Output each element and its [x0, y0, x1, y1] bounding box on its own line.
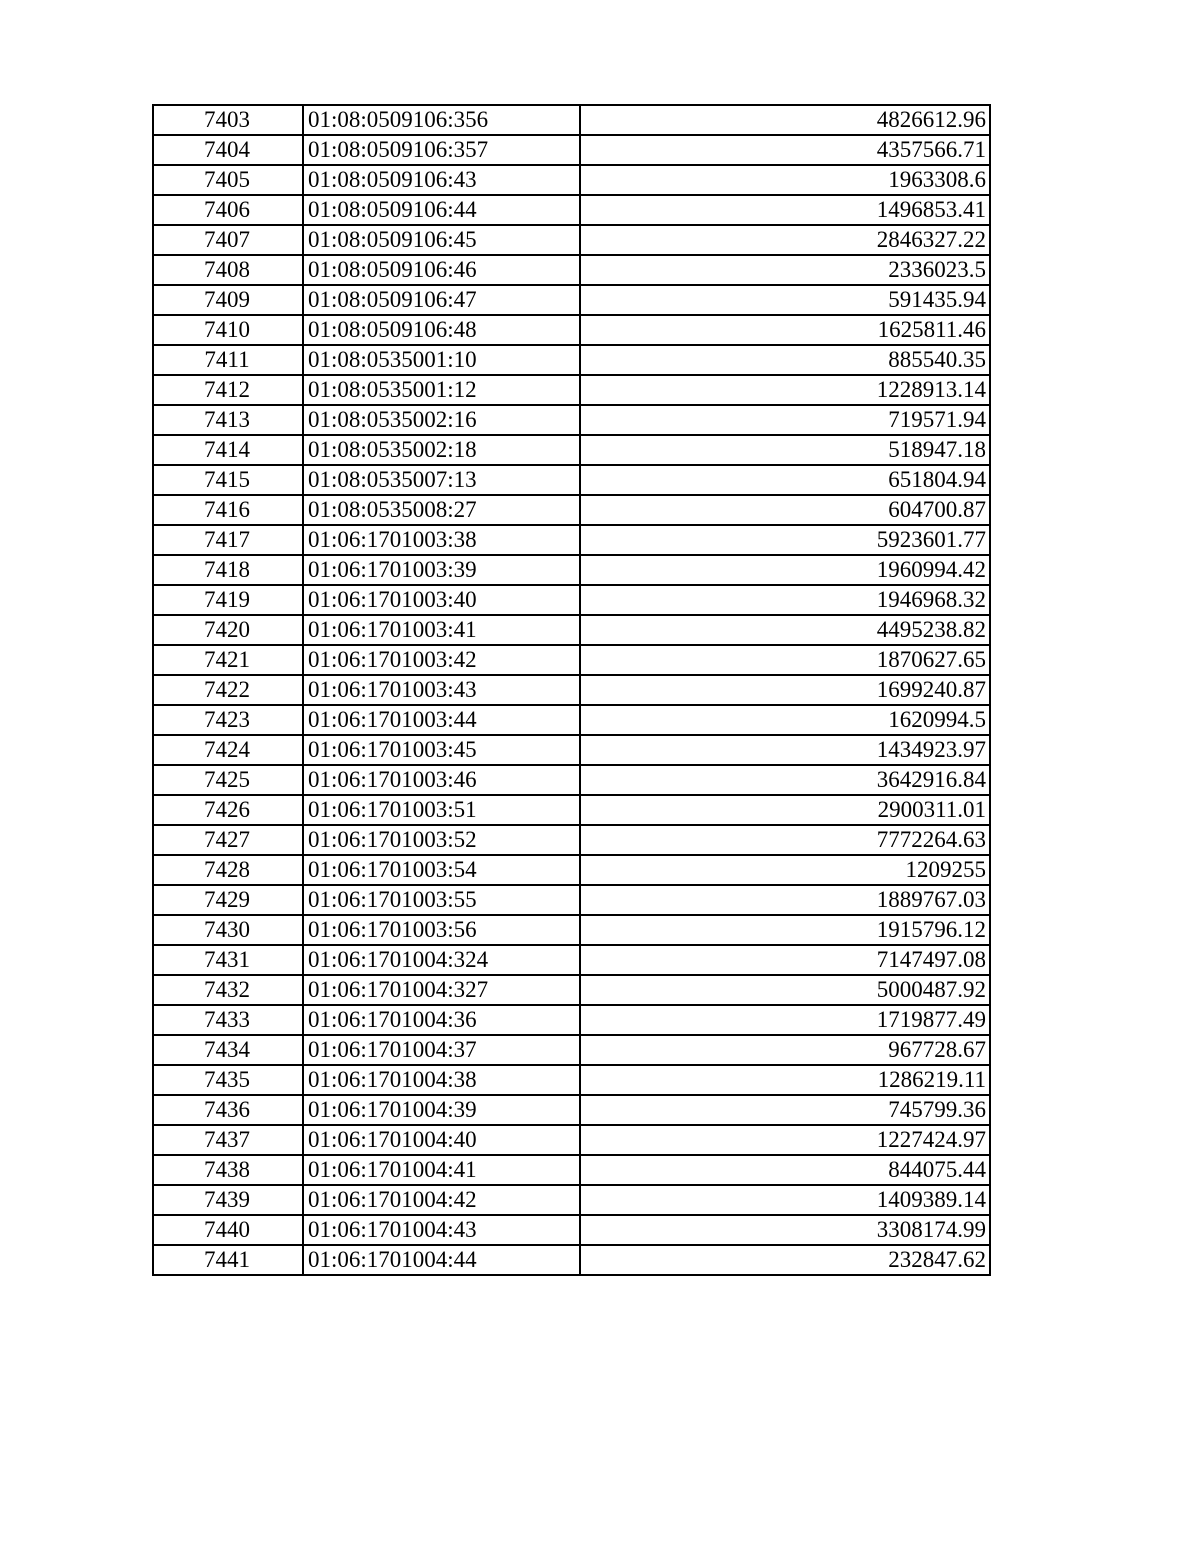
table-row [153, 915, 990, 945]
table-row [153, 1065, 990, 1095]
cadastral-code-cell: 01:06:1701004:36 [303, 1005, 580, 1035]
value-cell: 745799.36 [580, 1095, 990, 1125]
value-cell: 1960994.42 [580, 555, 990, 585]
row-index-cell: 7420 [153, 615, 303, 645]
table-row [153, 555, 990, 585]
cadastral-code-cell: 01:06:1701003:44 [303, 705, 580, 735]
table-row [153, 1155, 990, 1185]
row-index-cell: 7409 [153, 285, 303, 315]
cadastral-code-cell: 01:08:0509106:356 [303, 105, 580, 135]
cadastral-code-cell: 01:06:1701003:54 [303, 855, 580, 885]
table-row [153, 1035, 990, 1065]
value-cell: 2846327.22 [580, 225, 990, 255]
cadastral-code-cell: 01:06:1701003:40 [303, 585, 580, 615]
cadastral-code-cell: 01:08:0509106:45 [303, 225, 580, 255]
value-cell: 591435.94 [580, 285, 990, 315]
row-index-cell: 7437 [153, 1125, 303, 1155]
row-index-cell: 7441 [153, 1245, 303, 1275]
cadastral-code-cell: 01:08:0509106:48 [303, 315, 580, 345]
value-cell: 885540.35 [580, 345, 990, 375]
table-row [153, 525, 990, 555]
cadastral-code-cell: 01:06:1701003:56 [303, 915, 580, 945]
row-index-cell: 7419 [153, 585, 303, 615]
cadastral-code-cell: 01:06:1701003:43 [303, 675, 580, 705]
row-index-cell: 7440 [153, 1215, 303, 1245]
cadastral-code-cell: 01:08:0535008:27 [303, 495, 580, 525]
row-index-cell: 7427 [153, 825, 303, 855]
cadastral-code-cell: 01:06:1701003:41 [303, 615, 580, 645]
row-index-cell: 7432 [153, 975, 303, 1005]
row-index-cell: 7408 [153, 255, 303, 285]
table-row [153, 1185, 990, 1215]
value-cell: 1915796.12 [580, 915, 990, 945]
table-row [153, 675, 990, 705]
value-cell: 1409389.14 [580, 1185, 990, 1215]
cadastral-code-cell: 01:06:1701004:43 [303, 1215, 580, 1245]
cadastral-code-cell: 01:06:1701004:37 [303, 1035, 580, 1065]
cadastral-code-cell: 01:08:0509106:46 [303, 255, 580, 285]
table-row [153, 825, 990, 855]
cadastral-code-cell: 01:08:0509106:43 [303, 165, 580, 195]
row-index-cell: 7413 [153, 405, 303, 435]
cadastral-code-cell: 01:08:0509106:47 [303, 285, 580, 315]
table-row [153, 405, 990, 435]
table-row [153, 465, 990, 495]
value-cell: 1889767.03 [580, 885, 990, 915]
cadastral-code-cell: 01:06:1701004:42 [303, 1185, 580, 1215]
table-row [153, 315, 990, 345]
table-row [153, 105, 990, 135]
row-index-cell: 7428 [153, 855, 303, 885]
table-row [153, 765, 990, 795]
value-cell: 719571.94 [580, 405, 990, 435]
cadastral-code-cell: 01:08:0535007:13 [303, 465, 580, 495]
value-cell: 1620994.5 [580, 705, 990, 735]
row-index-cell: 7418 [153, 555, 303, 585]
row-index-cell: 7405 [153, 165, 303, 195]
table-row [153, 645, 990, 675]
row-index-cell: 7425 [153, 765, 303, 795]
cadastral-code-cell: 01:06:1701003:38 [303, 525, 580, 555]
table-row [153, 345, 990, 375]
value-cell: 3308174.99 [580, 1215, 990, 1245]
row-index-cell: 7404 [153, 135, 303, 165]
cadastral-code-cell: 01:06:1701003:42 [303, 645, 580, 675]
value-cell: 1719877.49 [580, 1005, 990, 1035]
cadastral-code-cell: 01:06:1701003:45 [303, 735, 580, 765]
value-cell: 604700.87 [580, 495, 990, 525]
value-cell: 4357566.71 [580, 135, 990, 165]
value-cell: 7147497.08 [580, 945, 990, 975]
data-table [152, 104, 991, 1276]
cadastral-code-cell: 01:06:1701004:327 [303, 975, 580, 1005]
table-row [153, 165, 990, 195]
cadastral-code-cell: 01:08:0509106:44 [303, 195, 580, 225]
row-index-cell: 7415 [153, 465, 303, 495]
value-cell: 5000487.92 [580, 975, 990, 1005]
row-index-cell: 7423 [153, 705, 303, 735]
cadastral-code-cell: 01:08:0509106:357 [303, 135, 580, 165]
value-cell: 1963308.6 [580, 165, 990, 195]
cadastral-code-cell: 01:06:1701003:55 [303, 885, 580, 915]
table-row [153, 375, 990, 405]
table-row [153, 285, 990, 315]
table-row [153, 945, 990, 975]
value-cell: 1228913.14 [580, 375, 990, 405]
table-row [153, 975, 990, 1005]
table-row [153, 735, 990, 765]
value-cell: 1699240.87 [580, 675, 990, 705]
row-index-cell: 7435 [153, 1065, 303, 1095]
value-cell: 2336023.5 [580, 255, 990, 285]
table-row [153, 435, 990, 465]
row-index-cell: 7436 [153, 1095, 303, 1125]
table-row [153, 855, 990, 885]
value-cell: 1209255 [580, 855, 990, 885]
cadastral-code-cell: 01:06:1701004:40 [303, 1125, 580, 1155]
cadastral-code-cell: 01:06:1701004:44 [303, 1245, 580, 1275]
value-cell: 1496853.41 [580, 195, 990, 225]
value-cell: 1434923.97 [580, 735, 990, 765]
value-cell: 4495238.82 [580, 615, 990, 645]
value-cell: 518947.18 [580, 435, 990, 465]
value-cell: 1625811.46 [580, 315, 990, 345]
row-index-cell: 7430 [153, 915, 303, 945]
row-index-cell: 7407 [153, 225, 303, 255]
value-cell: 651804.94 [580, 465, 990, 495]
row-index-cell: 7431 [153, 945, 303, 975]
row-index-cell: 7429 [153, 885, 303, 915]
table-row [153, 195, 990, 225]
cadastral-code-cell: 01:08:0535001:12 [303, 375, 580, 405]
row-index-cell: 7438 [153, 1155, 303, 1185]
table-row [153, 585, 990, 615]
value-cell: 967728.67 [580, 1035, 990, 1065]
value-cell: 4826612.96 [580, 105, 990, 135]
table-row [153, 1245, 990, 1275]
cadastral-code-cell: 01:06:1701003:39 [303, 555, 580, 585]
row-index-cell: 7412 [153, 375, 303, 405]
row-index-cell: 7433 [153, 1005, 303, 1035]
table-row [153, 225, 990, 255]
cadastral-code-cell: 01:06:1701004:39 [303, 1095, 580, 1125]
cadastral-code-cell: 01:06:1701004:41 [303, 1155, 580, 1185]
table-row [153, 495, 990, 525]
cadastral-code-cell: 01:06:1701003:46 [303, 765, 580, 795]
value-cell: 844075.44 [580, 1155, 990, 1185]
table-row [153, 255, 990, 285]
table-row [153, 885, 990, 915]
cadastral-code-cell: 01:08:0535001:10 [303, 345, 580, 375]
cadastral-code-cell: 01:06:1701004:38 [303, 1065, 580, 1095]
value-cell: 1286219.11 [580, 1065, 990, 1095]
table-row [153, 615, 990, 645]
row-index-cell: 7434 [153, 1035, 303, 1065]
table-row [153, 1095, 990, 1125]
table-row [153, 135, 990, 165]
cadastral-code-cell: 01:06:1701004:324 [303, 945, 580, 975]
row-index-cell: 7439 [153, 1185, 303, 1215]
value-cell: 3642916.84 [580, 765, 990, 795]
row-index-cell: 7403 [153, 105, 303, 135]
value-cell: 1227424.97 [580, 1125, 990, 1155]
value-cell: 1870627.65 [580, 645, 990, 675]
table-row [153, 795, 990, 825]
row-index-cell: 7421 [153, 645, 303, 675]
row-index-cell: 7422 [153, 675, 303, 705]
row-index-cell: 7410 [153, 315, 303, 345]
table-row [153, 1125, 990, 1155]
table-body [153, 105, 990, 1275]
row-index-cell: 7411 [153, 345, 303, 375]
value-cell: 232847.62 [580, 1245, 990, 1275]
row-index-cell: 7406 [153, 195, 303, 225]
cadastral-code-cell: 01:08:0535002:16 [303, 405, 580, 435]
value-cell: 1946968.32 [580, 585, 990, 615]
row-index-cell: 7414 [153, 435, 303, 465]
value-cell: 2900311.01 [580, 795, 990, 825]
table-row [153, 1005, 990, 1035]
cadastral-code-cell: 01:06:1701003:52 [303, 825, 580, 855]
value-cell: 5923601.77 [580, 525, 990, 555]
table-row [153, 1215, 990, 1245]
cadastral-code-cell: 01:06:1701003:51 [303, 795, 580, 825]
row-index-cell: 7426 [153, 795, 303, 825]
table-row [153, 705, 990, 735]
value-cell: 7772264.63 [580, 825, 990, 855]
cadastral-code-cell: 01:08:0535002:18 [303, 435, 580, 465]
row-index-cell: 7417 [153, 525, 303, 555]
row-index-cell: 7416 [153, 495, 303, 525]
row-index-cell: 7424 [153, 735, 303, 765]
